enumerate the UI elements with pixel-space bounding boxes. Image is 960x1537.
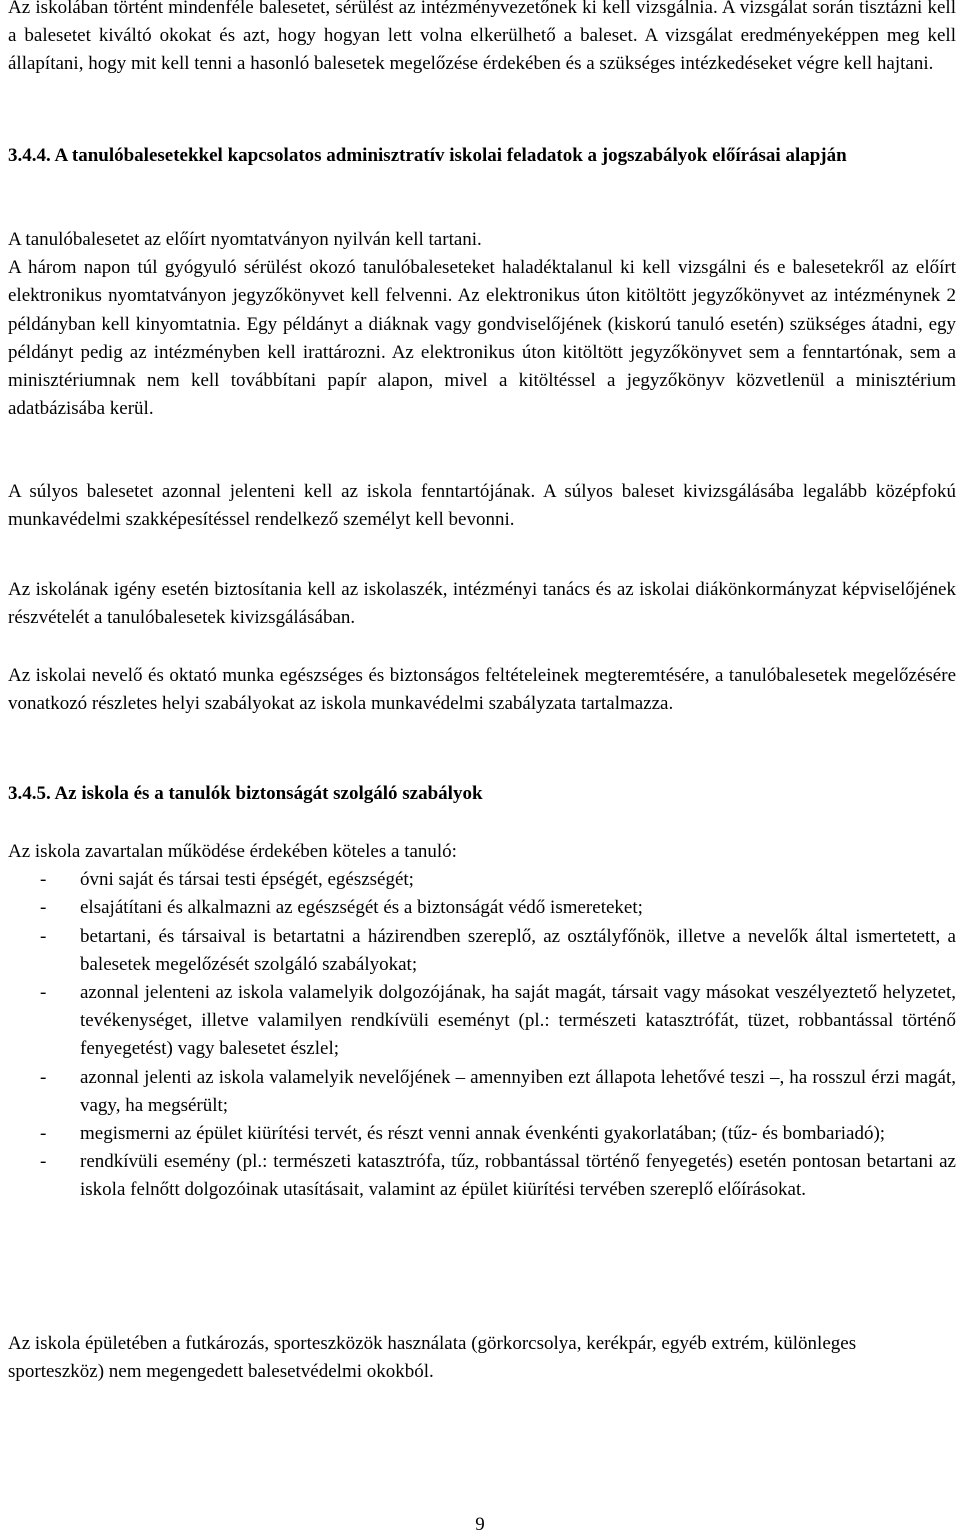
list-item bbox=[8, 1148, 956, 1204]
list-item-text: megismerni az épület kiürítési tervét, és részt venni annak évenkénti gyakorlatában; (tűz- és bombariadó); bbox=[80, 1123, 886, 1145]
intro-paragraph: Az iskolában történt mindenféle balesetet, sérülést az intézményvezetőnek ki kell vizsgálnia. A vizsgálat során tisztázni kell a balesetet kiváltó okokat és azt, hogy hogyan lett volna elkerülhető a baleset. A vizsgálat eredményeképpen meg kell állapítani, hogy mit kell tenni a hasonló balesetek megelőzése érdekében és a szükséges intézkedéseket végre kell hajtani. bbox=[8, 0, 956, 75]
section-344-body bbox=[8, 226, 956, 423]
closing-block bbox=[8, 1330, 956, 1386]
section-344-paragraph-3: A súlyos balesetet azonnal jelenteni kell az iskola fenntartójának. A súlyos baleset kivizsgálásába legalább középfokú munkavédelmi szakképesítéssel rendelkező személyt kell bevonni. bbox=[8, 481, 956, 531]
section-344-paragraph-2: A három napon túl gyógyuló sérülést okozó tanulóbaleseteket haladéktalanul ki kell vizsgálni és e balesetekről az előírt elektronikus nyomtatványon jegyzőkönyvet kell felvenni. Az elektronikus úton kitöltött jegyzőkönyvet az intézménynek 2 példányban kell kinyomtatnia. Egy példányt a diáknak vagy gondviselőjének (kiskorú tanuló esetén) szükséges átadni, egy példányt pedig az intézményben kell irattározni. Az elektronikus úton kitöltött jegyzőkönyvet sem a fenntartónak, sem a minisztériumnak nem kell továbbítani papír alapon, mivel a kitöltéssel a jegyzőkönyv közvetlenül a minisztérium adatbázisába kerül. bbox=[8, 257, 956, 420]
list-item-text: óvni saját és társai testi épségét, egészségét; bbox=[80, 869, 414, 891]
safety-rules-list bbox=[8, 866, 956, 1204]
section-345-lead: Az iskola zavartalan működése érdekében köteles a tanuló: bbox=[8, 841, 457, 862]
section-344-paragraph-3-block bbox=[8, 478, 956, 534]
list-item bbox=[8, 1064, 956, 1120]
intro-block bbox=[8, 0, 956, 79]
page-number: 9 bbox=[475, 1514, 485, 1535]
list-dash: - bbox=[40, 1151, 47, 1173]
list-item bbox=[8, 1120, 956, 1148]
list-dash: - bbox=[40, 869, 47, 891]
section-344-heading: 3.4.4. A tanulóbalesetekkel kapcsolatos adminisztratív iskolai feladatok a jogszabályok előírásai alapján bbox=[8, 145, 847, 166]
list-item bbox=[8, 979, 956, 1064]
section-344-paragraph-5-block bbox=[8, 662, 956, 718]
section-344-heading-block bbox=[8, 142, 956, 170]
list-item-text: elsajátítani és alkalmazni az egészségét és a biztonságát védő ismereteket; bbox=[80, 897, 643, 919]
section-344-paragraph-4-block bbox=[8, 576, 956, 632]
section-345-body bbox=[8, 838, 956, 1205]
list-item-text: rendkívüli esemény (pl.: természeti katasztrófa, tűz, robbantással történő fenyegetés) esetén pontosan betartani az iskola felnőtt dolgozóinak utasításait, valamint az épület kiürítési tervében szereplő előírásokat. bbox=[80, 1151, 956, 1201]
closing-paragraph: Az iskola épületében a futkározás, sporteszközök használata (görkorcsolya, kerékpár, egyéb extrém, különleges sporteszköz) nem megengedett balesetvédelmi okokból. bbox=[8, 1333, 857, 1383]
list-item bbox=[8, 866, 956, 894]
section-344-paragraph-1: A tanulóbalesetet az előírt nyomtatványon nyilván kell tartani. bbox=[8, 229, 482, 250]
section-345-heading: 3.4.5. Az iskola és a tanulók biztonságát szolgáló szabályok bbox=[8, 783, 483, 804]
list-dash: - bbox=[40, 1123, 47, 1145]
list-item-text: azonnal jelenti az iskola valamelyik nevelőjének – amennyiben ezt állapota lehetővé teszi –, ha rosszul érzi magát, vagy, ha megsérült; bbox=[80, 1066, 956, 1116]
list-dash: - bbox=[40, 982, 47, 1004]
list-dash: - bbox=[40, 1066, 47, 1088]
list-item-text: azonnal jelenteni az iskola valamelyik dolgozójának, ha saját magát, társait vagy másokat veszélyeztető helyzetet, tevékenységet, illetve valamilyen rendkívüli eseményt (pl.: természeti katasztrófát, tüzet, robbantással történő fenyegetést) vagy balesetet észlel; bbox=[80, 982, 956, 1060]
list-item-text: betartani, és társaival is betartatni a házirendben szereplő, az osztályfőnök, illetve a nevelők által ismertetett, a balesetek megelőzését szolgáló szabályokat; bbox=[80, 925, 956, 975]
section-345-heading-block bbox=[8, 780, 956, 808]
list-item bbox=[8, 923, 956, 979]
list-dash: - bbox=[40, 925, 47, 947]
list-dash: - bbox=[40, 897, 47, 919]
section-344-paragraph-4: Az iskolának igény esetén biztosítania kell az iskolaszék, intézményi tanács és az iskolai diákönkormányzat képviselőjének részvételét a tanulóbalesetek kivizsgálásában. bbox=[8, 579, 956, 629]
section-344-paragraph-5: Az iskolai nevelő és oktató munka egészséges és biztonságos feltételeinek megteremtésére, a tanulóbalesetek megelőzésére vonatkozó részletes helyi szabályokat az iskola munkavédelmi szabályzata tartalmazza. bbox=[8, 665, 956, 715]
list-item bbox=[8, 894, 956, 922]
